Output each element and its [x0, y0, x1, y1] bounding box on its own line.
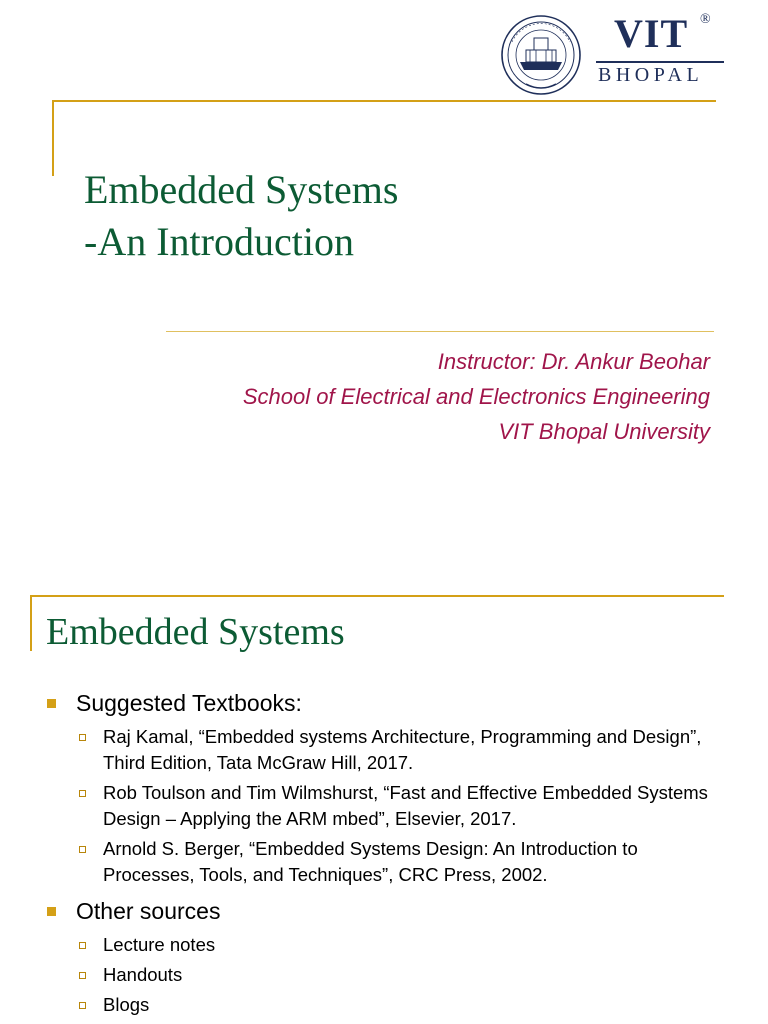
- vit-wordmark: VIT: [614, 11, 689, 56]
- source-text: Handouts: [103, 964, 183, 985]
- hollow-square-bullet-icon: [79, 790, 86, 797]
- title-line-2: -An Introduction: [84, 219, 354, 264]
- square-bullet-icon: [47, 907, 56, 916]
- title-line-1: Embedded Systems: [84, 167, 399, 212]
- bullet-list: [46, 688, 726, 1022]
- textbooks-slide: [0, 576, 768, 1024]
- slide-title: [84, 164, 398, 268]
- other-source-item: [46, 932, 726, 958]
- logo-divider: [596, 61, 724, 63]
- instructor-block: [243, 344, 710, 449]
- school-name: School of Electrical and Electronics Engineering: [242, 384, 710, 409]
- bullet-textbooks: [46, 688, 726, 718]
- other-source-item: [46, 962, 726, 988]
- textbook-item: [46, 724, 726, 776]
- textbook-text: Raj Kamal, “Embedded systems Architecture, Programming and Design”, Third Edition, Tata McGraw Hill, 2017.: [103, 726, 702, 773]
- hollow-square-bullet-icon: [79, 846, 86, 853]
- bullet-text: Other sources: [76, 898, 221, 924]
- top-accent-rule: [52, 100, 716, 102]
- textbook-text: Rob Toulson and Tim Wilmshurst, “Fast and Effective Embedded Systems Design – Applying the ARM mbed”, Elsevier, 2017.: [103, 782, 708, 829]
- bullet-text: Suggested Textbooks:: [76, 690, 302, 716]
- vellore-institute-seal-icon: [500, 12, 582, 98]
- hollow-square-bullet-icon: [79, 972, 86, 979]
- slide-title: Embedded Systems: [46, 611, 345, 653]
- hollow-square-bullet-icon: [79, 942, 86, 949]
- instructor-name: Instructor: Dr. Ankur Beohar: [437, 349, 710, 374]
- textbook-item: [46, 836, 726, 888]
- source-text: Blogs: [103, 994, 150, 1015]
- bhopal-wordmark: BHOPAL: [598, 64, 704, 86]
- university-name: VIT Bhopal University: [498, 419, 710, 444]
- source-text: Lecture notes: [103, 934, 216, 955]
- textbook-item: [46, 780, 726, 832]
- textbook-text: Arnold S. Berger, “Embedded Systems Design: An Introduction to Processes, Tools, and Techniques”, CRC Press, 2002.: [103, 838, 638, 885]
- square-bullet-icon: [47, 699, 56, 708]
- other-source-item: [46, 992, 726, 1018]
- bullet-other-sources: [46, 896, 726, 926]
- registered-mark: ®: [700, 12, 711, 27]
- subtitle-rule: [166, 331, 714, 332]
- left-accent-rule: [52, 100, 54, 176]
- top-accent-rule: [30, 595, 724, 597]
- hollow-square-bullet-icon: [79, 734, 86, 741]
- hollow-square-bullet-icon: [79, 1002, 86, 1009]
- left-accent-rule: [30, 595, 32, 651]
